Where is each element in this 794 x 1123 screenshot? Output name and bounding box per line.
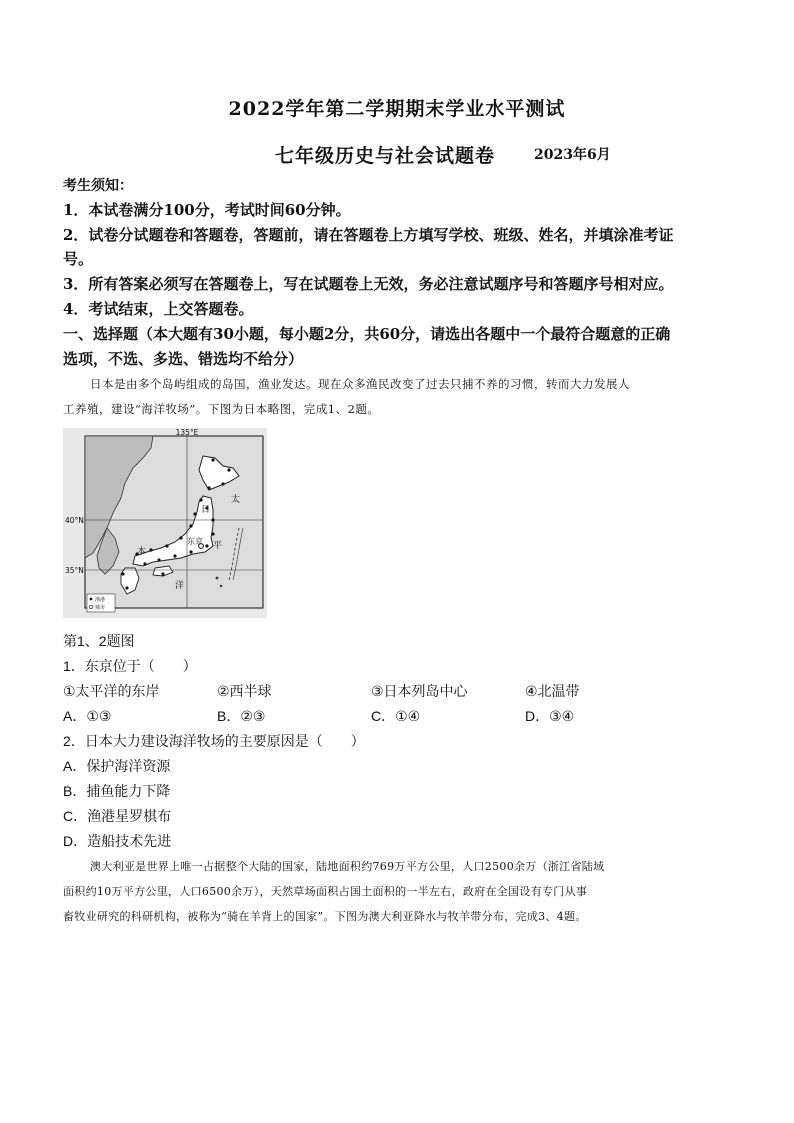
tai-label: 太 (231, 495, 241, 505)
q2-option-b[interactable]: B．捕鱼能力下降 (63, 783, 171, 799)
question-1-stem: 1．东京位于（ ） (63, 658, 197, 674)
lat35-label: 35°N (65, 566, 84, 575)
ping-label: 平 (213, 541, 223, 551)
section-heading-cont: 选项，不选、多选、错选均不给分） (63, 350, 304, 368)
passage-1-line-2: 工养殖，建设“海洋牧场”。下图为日本略图，完成1、2题。 (63, 402, 380, 416)
map-caption: 第1、2题图 (63, 633, 135, 649)
q1-statement-3: ③日本列岛中心 (371, 683, 468, 699)
q1-statement-1: ①太平洋的东岸 (63, 683, 160, 699)
ri-label: 日 (201, 505, 211, 515)
instruction-item-4: 4．考试结束，上交答题卷。 (63, 300, 254, 318)
japan-map (63, 428, 267, 618)
passage-2-line-2: 面积约10万平方公里，人口6500余万），天然草场面积占国土面积的一半左右，政府在全国设有专门从事 (63, 885, 588, 898)
instruction-item-3: 3．所有答案必须写在答题卷上，写在试题卷上无效，务必注意试题序号和答题序号相对应。 (63, 275, 674, 293)
q1-statement-4: ④北温带 (525, 683, 580, 699)
lon-label: 135°E (175, 428, 199, 437)
section-heading: 一、选择题（本大题有30小题，每小题2分，共60分，请选出各题中一个最符合题意的正确 (63, 325, 671, 343)
legend-city: 城市 (95, 605, 106, 611)
question-2-stem: 2．日本大力建设海洋牧场的主要原因是（ ） (63, 733, 365, 749)
yang-label: 洋 (175, 581, 185, 591)
q2-option-c[interactable]: C．渔港星罗棋布 (63, 808, 172, 824)
q1-statement-2: ②西半球 (217, 683, 272, 699)
tokyo-label: 东京 (187, 537, 203, 546)
instruction-item-2: 2．试卷分试题卷和答题卷，答题前，请在答题卷上方填写学校、班级、姓名，并填涂准考证 (63, 226, 674, 244)
q2-option-d[interactable]: D．造船技术先进 (63, 833, 172, 849)
q1-option-b[interactable]: B．②③ (217, 708, 266, 724)
instruction-item-2-cont: 号。 (63, 250, 94, 268)
q1-option-d[interactable]: D．③④ (525, 708, 575, 724)
passage-2-line-1: 澳大利亚是世界上唯一占据整个大陆的国家，陆地面积约769万平方公里，人口2500余万（浙江省陆域 (90, 860, 605, 873)
exam-date: 2023年6月 (534, 147, 611, 163)
passage-2-line-3: 畜牧业研究的科研机构，被称为“骑在羊背上的国家”。下图为澳大利亚降水与牧羊带分布，完成3、4题。 (63, 910, 587, 923)
ben-label: 本 (137, 547, 147, 557)
exam-subtitle: 七年级历史与社会试题卷 (275, 145, 496, 167)
legend-port: 渔港 (95, 597, 106, 603)
q1-option-a[interactable]: A．①③ (63, 708, 112, 724)
q2-option-a[interactable]: A．保护海洋资源 (63, 758, 171, 774)
passage-1-line-1: 日本是由多个岛屿组成的岛国，渔业发达。现在众多渔民改变了过去只捕不养的习惯，转而大力发展人 (90, 377, 630, 391)
exam-title: 2022学年第二学期期末学业水平测试 (228, 98, 566, 120)
instruction-item-1: 1．本试卷满分100分，考试时间60分钟。 (63, 201, 351, 219)
lat40-label: 40°N (65, 516, 84, 525)
instructions-heading: 考生须知： (63, 178, 133, 194)
q1-option-c[interactable]: C．①④ (371, 708, 421, 724)
